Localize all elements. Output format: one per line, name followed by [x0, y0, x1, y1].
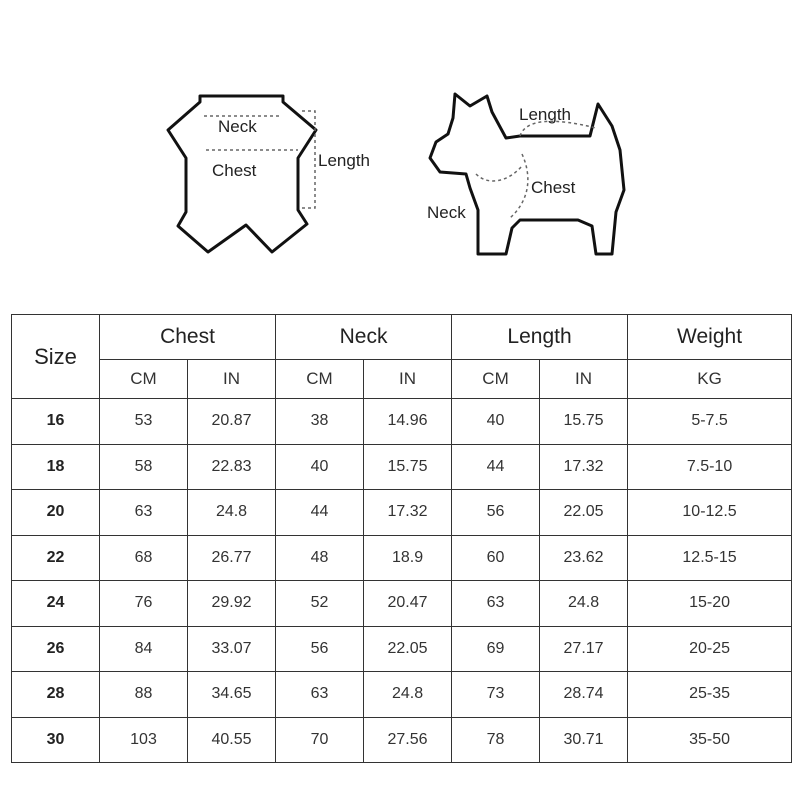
- table-row: [12, 717, 792, 763]
- table-unit-row: [12, 360, 792, 399]
- length-cm-cell: 78: [452, 717, 540, 763]
- garment-chest-label: Chest: [212, 161, 257, 180]
- neck-in-cell: 20.47: [364, 581, 452, 627]
- chest-in-cell: 22.83: [188, 444, 276, 490]
- dog-illustration: [427, 94, 624, 254]
- weight-kg-cell: 20-25: [628, 626, 792, 672]
- chest-in-cell: 34.65: [188, 672, 276, 718]
- chest-cm-cell: 53: [100, 399, 188, 445]
- chest-cm-cell: 88: [100, 672, 188, 718]
- length-cm-cell: 56: [452, 490, 540, 536]
- neck-cm-cell: 48: [276, 535, 364, 581]
- size-header: Size: [12, 315, 100, 399]
- neck-cm-cell: 63: [276, 672, 364, 718]
- chest-cm-cell: 68: [100, 535, 188, 581]
- chest-cm-cell: 103: [100, 717, 188, 763]
- length-in-cell: 30.71: [540, 717, 628, 763]
- length-header: Length: [452, 315, 628, 360]
- length-in-cell: 24.8: [540, 581, 628, 627]
- weight-header: Weight: [628, 315, 792, 360]
- length-cm-cell: 69: [452, 626, 540, 672]
- length-cm-cell: 60: [452, 535, 540, 581]
- length-in-cell: 22.05: [540, 490, 628, 536]
- neck-cm-cell: 38: [276, 399, 364, 445]
- neck-cm-cell: 40: [276, 444, 364, 490]
- table-body: [12, 399, 792, 763]
- weight-kg-cell: 15-20: [628, 581, 792, 627]
- unit-in: IN: [364, 360, 452, 399]
- chest-in-cell: 40.55: [188, 717, 276, 763]
- garment-length-label: Length: [318, 151, 370, 170]
- dog-chest-label: Chest: [531, 178, 576, 197]
- size-cell: 28: [12, 672, 100, 718]
- table-row: [12, 444, 792, 490]
- unit-cm: CM: [452, 360, 540, 399]
- chest-in-cell: 29.92: [188, 581, 276, 627]
- length-in-cell: 17.32: [540, 444, 628, 490]
- length-in-cell: 23.62: [540, 535, 628, 581]
- neck-cm-cell: 52: [276, 581, 364, 627]
- chest-cm-cell: 76: [100, 581, 188, 627]
- size-cell: 24: [12, 581, 100, 627]
- unit-kg: KG: [628, 360, 792, 399]
- neck-cm-cell: 56: [276, 626, 364, 672]
- unit-in: IN: [540, 360, 628, 399]
- neck-in-cell: 24.8: [364, 672, 452, 718]
- neck-in-cell: 15.75: [364, 444, 452, 490]
- table-row: [12, 535, 792, 581]
- chest-in-cell: 26.77: [188, 535, 276, 581]
- table-row: [12, 672, 792, 718]
- neck-cm-cell: 70: [276, 717, 364, 763]
- size-chart-table: [11, 314, 792, 763]
- size-cell: 26: [12, 626, 100, 672]
- dog-neck-label: Neck: [427, 203, 466, 222]
- weight-kg-cell: 35-50: [628, 717, 792, 763]
- chest-cm-cell: 63: [100, 490, 188, 536]
- size-cell: 16: [12, 399, 100, 445]
- length-in-cell: 27.17: [540, 626, 628, 672]
- chest-header: Chest: [100, 315, 276, 360]
- length-cm-cell: 44: [452, 444, 540, 490]
- chest-in-cell: 20.87: [188, 399, 276, 445]
- neck-in-cell: 17.32: [364, 490, 452, 536]
- size-cell: 22: [12, 535, 100, 581]
- length-in-cell: 28.74: [540, 672, 628, 718]
- neck-header: Neck: [276, 315, 452, 360]
- table-row: [12, 581, 792, 627]
- neck-in-cell: 27.56: [364, 717, 452, 763]
- weight-kg-cell: 5-7.5: [628, 399, 792, 445]
- length-in-cell: 15.75: [540, 399, 628, 445]
- size-cell: 30: [12, 717, 100, 763]
- dog-length-label: Length: [519, 105, 571, 124]
- table-row: [12, 626, 792, 672]
- size-cell: 18: [12, 444, 100, 490]
- chest-cm-cell: 58: [100, 444, 188, 490]
- weight-kg-cell: 10-12.5: [628, 490, 792, 536]
- unit-cm: CM: [100, 360, 188, 399]
- weight-kg-cell: 12.5-15: [628, 535, 792, 581]
- chest-cm-cell: 84: [100, 626, 188, 672]
- garment-illustration: [168, 96, 370, 252]
- size-cell: 20: [12, 490, 100, 536]
- unit-in: IN: [188, 360, 276, 399]
- measurement-diagram: [0, 0, 800, 300]
- garment-neck-label: Neck: [218, 117, 257, 136]
- neck-in-cell: 14.96: [364, 399, 452, 445]
- neck-in-cell: 18.9: [364, 535, 452, 581]
- length-cm-cell: 40: [452, 399, 540, 445]
- chest-in-cell: 24.8: [188, 490, 276, 536]
- neck-cm-cell: 44: [276, 490, 364, 536]
- length-cm-cell: 63: [452, 581, 540, 627]
- table-row: [12, 490, 792, 536]
- unit-cm: CM: [276, 360, 364, 399]
- weight-kg-cell: 25-35: [628, 672, 792, 718]
- chest-in-cell: 33.07: [188, 626, 276, 672]
- table-header-row: [12, 315, 792, 360]
- table-row: [12, 399, 792, 445]
- weight-kg-cell: 7.5-10: [628, 444, 792, 490]
- length-cm-cell: 73: [452, 672, 540, 718]
- neck-in-cell: 22.05: [364, 626, 452, 672]
